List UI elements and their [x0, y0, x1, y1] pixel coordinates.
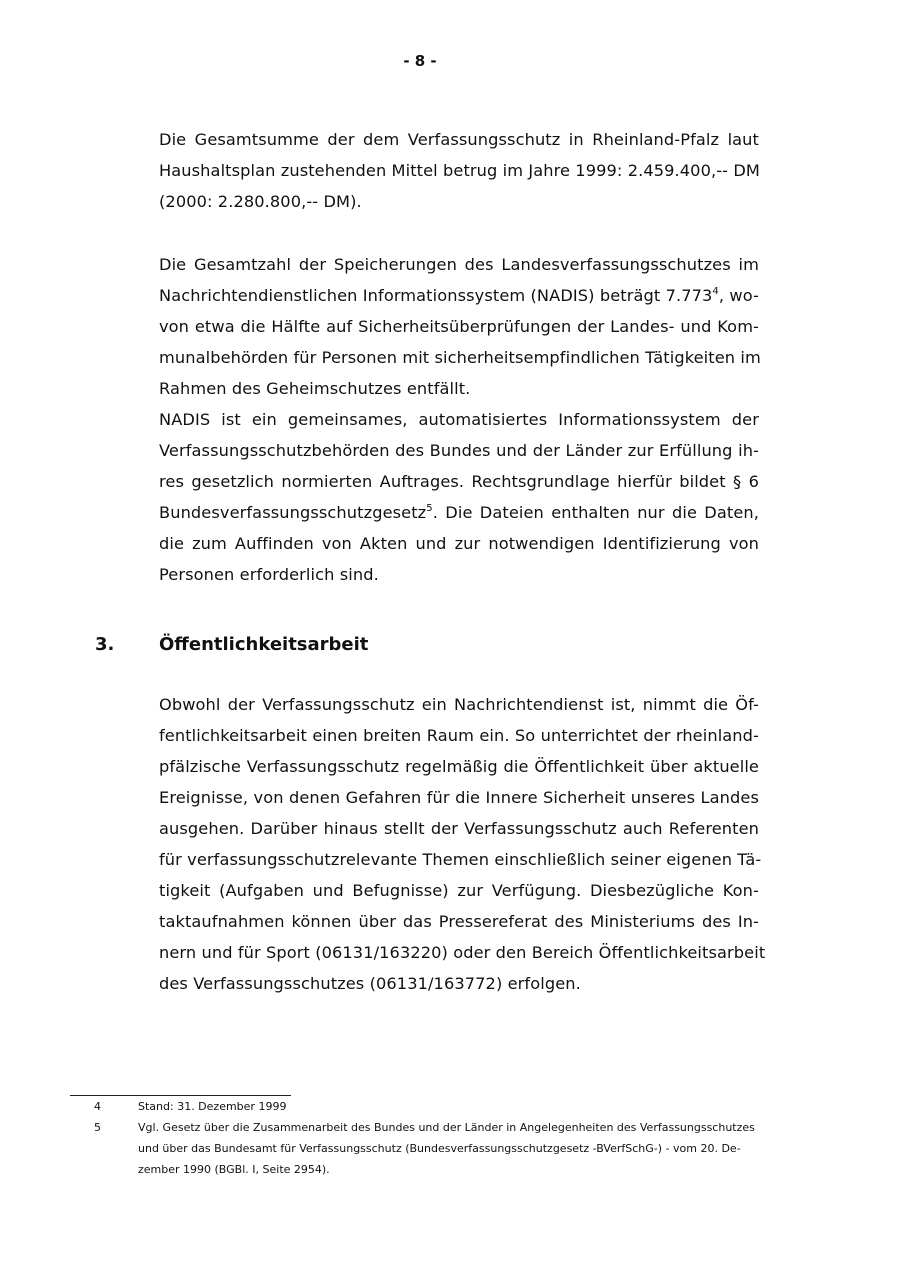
- text-line: [159, 280, 759, 311]
- section-number: 3.: [95, 634, 115, 655]
- footnote-line: und über das Bundesamt für Verfassungsschutz (Bundesverfassungsschutzgesetz -BVerfSchG-) - vom 20. De-: [138, 1142, 741, 1155]
- text-line: Rahmen des Geheimschutzes entfällt.: [159, 379, 471, 398]
- text-segment: , wo-: [718, 286, 759, 305]
- text-line: Personen erforderlich sind.: [159, 565, 379, 584]
- footnote-number: 4: [94, 1100, 101, 1113]
- text-line: fentlichkeitsarbeit einen breiten Raum ein. So unterrichtet der rheinland-: [159, 726, 759, 745]
- footnote-ref-5: 5: [426, 503, 433, 514]
- footnote-ref-4: 4: [712, 286, 719, 297]
- footnote-text: [138, 1096, 746, 1117]
- text-line: des Verfassungsschutzes (06131/163772) erfolgen.: [159, 974, 581, 993]
- text-segment: Bundesverfassungsschutzgesetz: [159, 503, 427, 522]
- paragraph-nadis: [159, 249, 759, 590]
- text-line: Ereignisse, von denen Gefahren für die Innere Sicherheit unseres Landes: [159, 788, 759, 807]
- text-line: von etwa die Hälfte auf Sicherheitsüberprüfungen der Landes- und Kom-: [159, 317, 759, 336]
- page-number: - 8 -: [403, 52, 437, 70]
- text-line: tigkeit (Aufgaben und Befugnisse) zur Verfügung. Diesbezügliche Kon-: [159, 881, 759, 900]
- text-line: taktaufnahmen können über das Pressereferat des Ministeriums des In-: [159, 912, 759, 931]
- text-line: nern und für Sport (06131/163220) oder den Bereich Öffentlichkeitsarbeit: [159, 943, 766, 962]
- section-title: Öffentlichkeitsarbeit: [159, 634, 369, 655]
- text-line: Die Gesamtzahl der Speicherungen des Landesverfassungsschutzes im: [159, 255, 759, 274]
- footnote-line: Stand: 31. Dezember 1999: [138, 1100, 287, 1113]
- text-line: ausgehen. Darüber hinaus stellt der Verfassungsschutz auch Referenten: [159, 819, 759, 838]
- text-line: Obwohl der Verfassungsschutz ein Nachrichtendienst ist, nimmt die Öf-: [159, 695, 759, 714]
- footnote-line: Vgl. Gesetz über die Zusammenarbeit des Bundes und der Länder in Angelegenheiten des Verfassungsschutzes: [138, 1121, 755, 1134]
- text-line: Verfassungsschutzbehörden des Bundes und der Länder zur Erfüllung ih-: [159, 441, 759, 460]
- text-line: Haushaltsplan zustehenden Mittel betrug im Jahre 1999: 2.459.400,-- DM: [159, 161, 760, 180]
- text-segment: Nachrichtendienstlichen Informationssystem (NADIS) beträgt 7.773: [159, 286, 713, 305]
- footnote-number: 5: [94, 1121, 101, 1134]
- text-line: munalbehörden für Personen mit sicherheitsempfindlichen Tätigkeiten im: [159, 348, 761, 367]
- footnote-line: zember 1990 (BGBl. I, Seite 2954).: [138, 1163, 330, 1176]
- paragraph-budget: [159, 124, 759, 217]
- text-line: res gesetzlich normierten Auftrages. Rechtsgrundlage hierfür bildet § 6: [159, 472, 759, 491]
- text-line: die zum Auffinden von Akten und zur notwendigen Identifizierung von: [159, 534, 759, 553]
- text-line: [159, 497, 759, 528]
- footnote-text: [138, 1117, 755, 1180]
- text-line: pfälzische Verfassungsschutz regelmäßig die Öffentlichkeit über aktuelle: [159, 757, 759, 776]
- text-line: (2000: 2.280.800,-- DM).: [159, 192, 362, 211]
- text-line: Die Gesamtsumme der dem Verfassungsschutz in Rheinland-Pfalz laut: [159, 130, 759, 149]
- paragraph-public-relations: [159, 689, 766, 999]
- text-line: NADIS ist ein gemeinsames, automatisiertes Informationssystem der: [159, 410, 759, 429]
- text-line: für verfassungsschutzrelevante Themen einschließlich seiner eigenen Tä-: [159, 850, 762, 869]
- text-segment: . Die Dateien enthalten nur die Daten,: [432, 503, 759, 522]
- section-heading: [0, 630, 900, 660]
